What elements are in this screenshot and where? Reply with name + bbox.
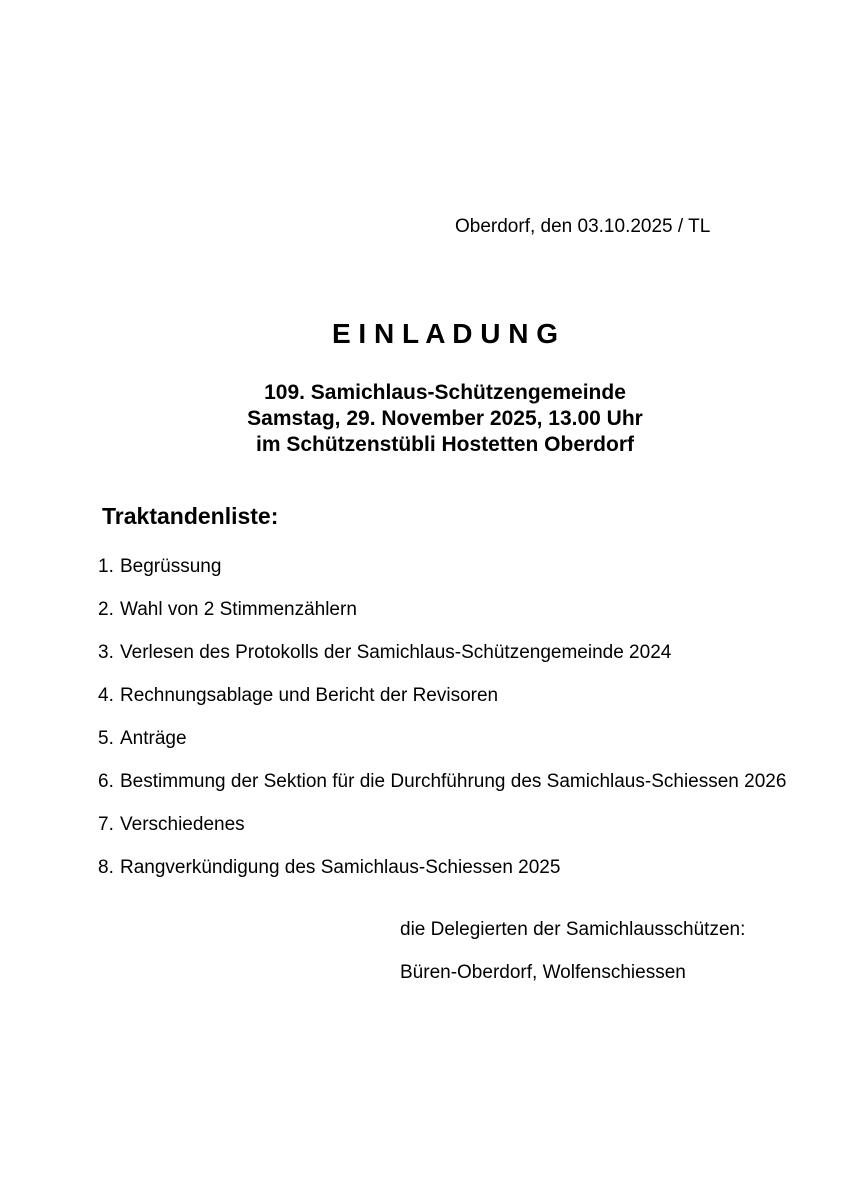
agenda-item-text: Begrüssung	[120, 556, 222, 577]
agenda-item	[98, 556, 798, 578]
agenda-item-text: Verlesen des Protokolls der Samichlaus-Schützengemeinde 2024	[120, 642, 672, 663]
event-name: 109. Samichlaus-Schützengemeinde	[264, 381, 626, 404]
agenda-heading: Traktandenliste:	[102, 503, 279, 529]
dateline: Oberdorf, den 03.10.2025 / TL	[455, 216, 711, 237]
agenda-item-number: 8.	[98, 857, 114, 878]
closing-block	[400, 919, 745, 1005]
agenda-item-number: 2.	[98, 599, 114, 620]
agenda-item	[98, 771, 798, 793]
agenda-list	[98, 556, 798, 900]
event-datetime: Samstag, 29. November 2025, 13.00 Uhr	[247, 407, 643, 430]
agenda-item	[98, 685, 798, 707]
agenda-item-number: 4.	[98, 685, 114, 706]
agenda-item-text: Wahl von 2 Stimmenzählern	[120, 599, 357, 620]
agenda-item	[98, 857, 798, 879]
agenda-item	[98, 599, 798, 621]
agenda-item-text: Rechnungsablage und Bericht der Revisoren	[120, 685, 499, 706]
agenda-item-number: 7.	[98, 814, 114, 835]
agenda-item-number: 3.	[98, 642, 114, 663]
agenda-item-text: Anträge	[120, 728, 187, 749]
letter-title: E I N L A D U N G	[331, 318, 559, 349]
closing-signature: die Delegierten der Samichlausschützen:	[400, 919, 746, 940]
closing-sections: Büren-Oberdorf, Wolfenschiessen	[400, 962, 686, 983]
agenda-item	[98, 642, 798, 664]
agenda-item-number: 1.	[98, 556, 114, 577]
event-details	[100, 380, 790, 458]
agenda-item	[98, 728, 798, 750]
event-location: im Schützenstübli Hostetten Oberdorf	[255, 433, 635, 456]
agenda-item-number: 6.	[98, 771, 114, 792]
agenda-item-text: Bestimmung der Sektion für die Durchführung des Samichlaus-Schiessen 2026	[120, 771, 787, 792]
agenda-item-text: Verschiedenes	[120, 814, 245, 835]
agenda-item	[98, 814, 798, 836]
agenda-item-text: Rangverkündigung des Samichlaus-Schiessen 2025	[120, 857, 561, 878]
agenda-item-number: 5.	[98, 728, 114, 749]
